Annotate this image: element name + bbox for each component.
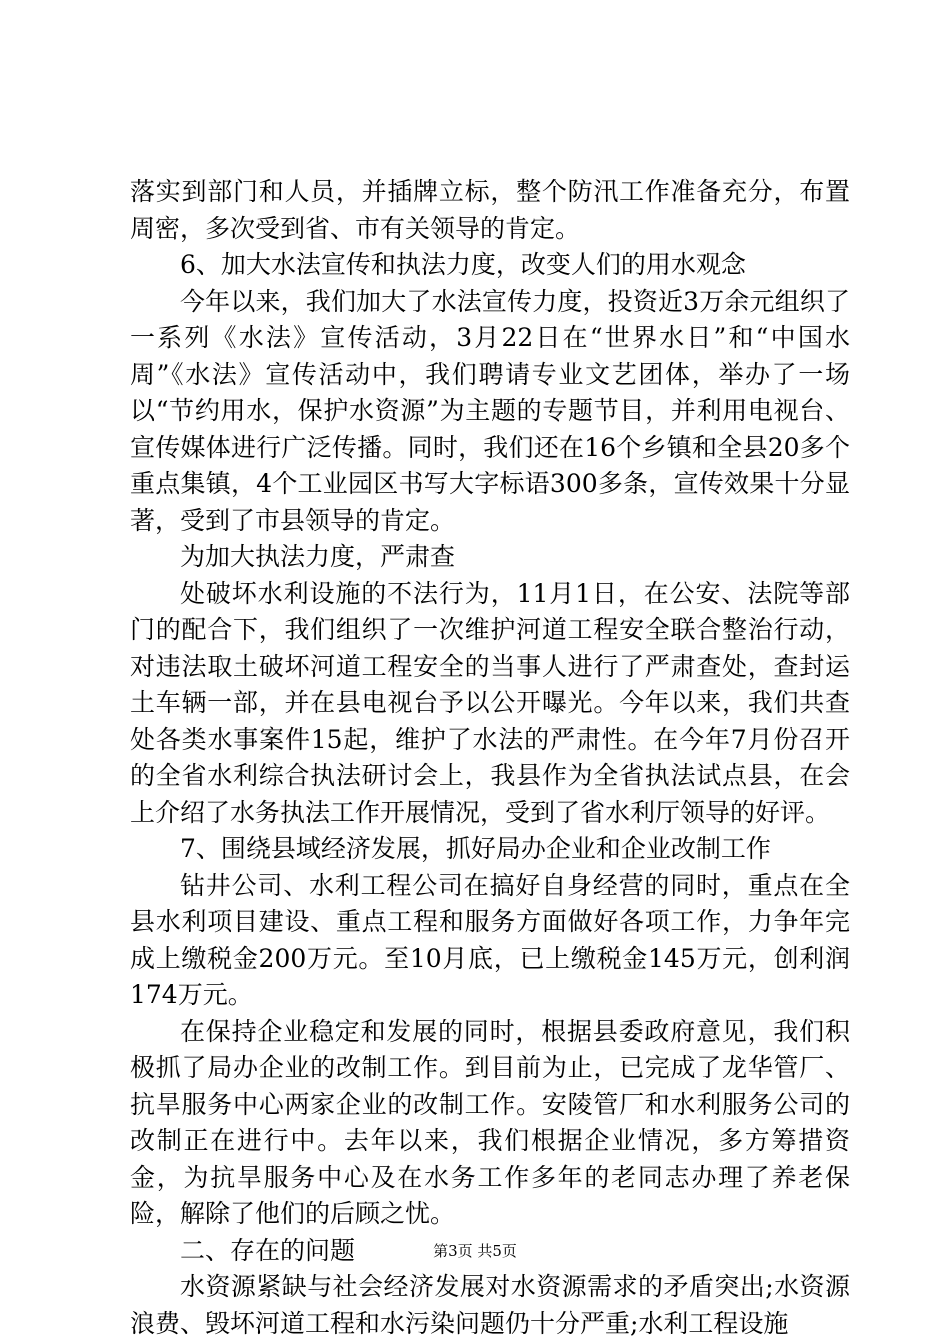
page-number: 第3页 共5页: [433, 1242, 517, 1260]
paragraph: 今年以来，我们加大了水法宣传力度，投资近3万余元组织了一系列《水法》宣传活动，3月22日在“世界水日”和“中国水周”《水法》宣传活动中，我们聘请专业文艺团体，举办了一场以“节约用水，保护水资源”为主题的专题节目，并利用电视台、宣传媒体进行广泛传播。同时，我们还在16个乡镇和全县20多个重点集镇，4个工业园区书写大字标语300多条，宣传效果十分显著，受到了市县领导的肯定。: [130, 286, 850, 535]
section-heading: 6、加大水法宣传和执法力度，改变人们的用水观念: [180, 250, 746, 279]
document-body: [130, 174, 850, 1342]
paragraph: 为加大执法力度，严肃查: [180, 542, 456, 571]
paragraph: 水资源紧缺与社会经济发展对水资源需求的矛盾突出;水资源浪费、毁坏河道工程和水污染问题仍十分严重;水利工程设施: [130, 1272, 850, 1338]
section-heading: 二、存在的问题: [180, 1235, 356, 1265]
paragraph: 处破坏水利设施的不法行为，11月1日，在公安、法院等部门的配合下，我们组织了一次维护河道工程安全联合整治行动，对违法取土破坏河道工程安全的当事人进行了严肃查处，查封运土车辆一部，并在县电视台予以公开曝光。今年以来，我们共查处各类水事案件15起，维护了水法的严肃性。在今年7月份召开的全省水利综合执法研讨会上，我县作为全省执法试点县，在会上介绍了水务执法工作开展情况，受到了省水利厅领导的好评。: [130, 578, 850, 827]
paragraph: 落实到部门和人员，并插牌立标，整个防汛工作准备充分，布置周密，多次受到省、市有关领导的肯定。: [130, 177, 850, 243]
section-heading: 7、围绕县域经济发展，抓好局办企业和企业改制工作: [180, 834, 771, 863]
paragraph: 在保持企业稳定和发展的同时，根据县委政府意见，我们积极抓了局办企业的改制工作。到目前为止，已完成了龙华管厂、抗旱服务中心两家企业的改制工作。安陵管厂和水利服务公司的改制正在进行中。去年以来，我们根据企业情况，多方筹措资金，为抗旱服务中心及在水务工作多年的老同志办理了养老保险，解除了他们的后顾之忧。: [130, 1016, 850, 1228]
page-footer: [0, 1241, 950, 1261]
paragraph: 钻井公司、水利工程公司在搞好自身经营的同时，重点在全县水利项目建设、重点工程和服务方面做好各项工作，力争年完成上缴税金200万元。至10月底，已上缴税金145万元，创利润174万元。: [130, 870, 850, 1009]
